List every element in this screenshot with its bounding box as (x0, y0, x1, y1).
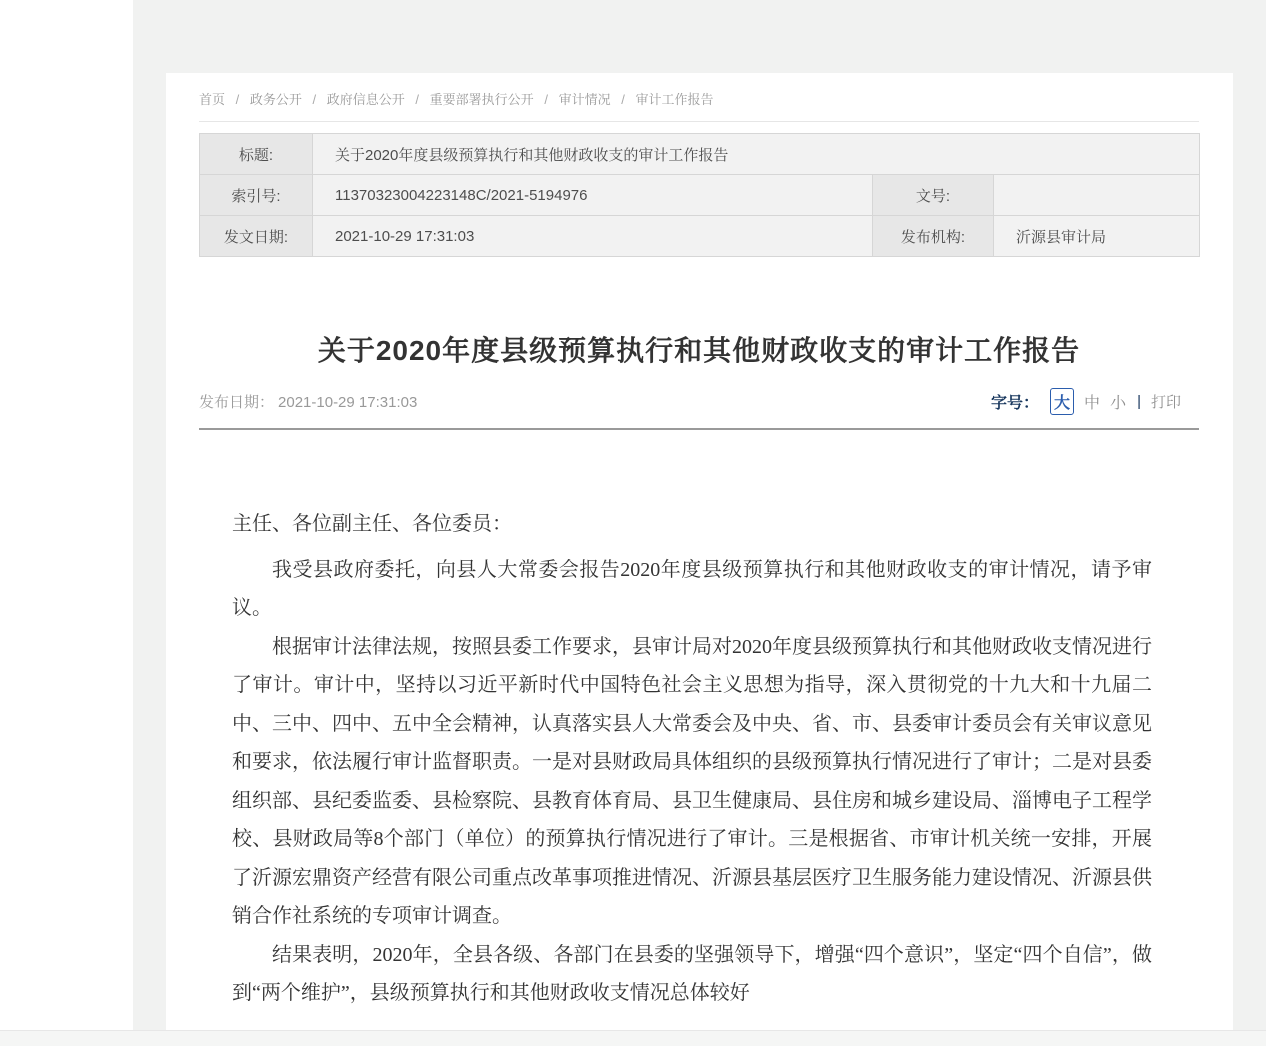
article-paragraph: 结果表明，2020年，全县各级、各部门在县委的坚强领导下，增强“四个意识”，坚定“四个自信”，做到“两个维护”，县级预算执行和其他财政收支情况总体较好 (232, 943, 1152, 1004)
title-divider (199, 428, 1199, 430)
page-title: 关于2020年度县级预算执行和其他财政收支的审计工作报告 (317, 335, 1081, 366)
meta-row-title (200, 134, 1200, 175)
footer-strip (0, 1030, 1266, 1046)
meta-agency-value: 沂源县审计局 (994, 216, 1200, 257)
meta-title-value: 关于2020年度县级预算执行和其他财政收支的审计工作报告 (313, 134, 1200, 175)
breadcrumb-shenji-qingkuang[interactable]: 审计情况 (558, 92, 611, 107)
publish-date-value: 2021-10-29 17:31:03 (278, 394, 418, 411)
publish-date (199, 391, 421, 412)
article-paragraph: 我受县政府委托，向县人大常委会报告2020年度县级预算执行和其他财政收支的审计情况，请予审议。 (232, 558, 1152, 619)
font-size-label: 字号： (991, 395, 1040, 412)
breadcrumb-separator: / (415, 92, 420, 107)
breadcrumb-separator: / (312, 92, 317, 107)
font-size-controls (991, 388, 1181, 415)
article-paragraph: 根据审计法律法规，按照县委工作要求，县审计局对2020年度县级预算执行和其他财政收支情况进行了审计。审计中，坚持以习近平新时代中国特色社会主义思想为指导，深入贯彻党的十九大和十九届二中、三中、四中、五中全会精神，认真落实县人大常委会及中央、省、市、县委审计委员会有关审议意见和要求，依法履行审计监督职责。一是对县财政局具体组织的县级预算执行情况进行了审计；二是对县委组织部、县纪委监委、县检察院、县教育体育局、县卫生健康局、县住房和城乡建设局、淄博电子工程学校、县财政局等8个部门（单位）的预算执行情况进行了审计。三是根据省、市审计机关统一安排，开展了沂源宏鼎资产经营有限公司重点改革事项推进情况、沂源县基层医疗卫生服务能力建设情况、沂源县供销合作社系统的专项审计调查。 (232, 635, 1152, 927)
article-body (232, 505, 1152, 1013)
meta-table (199, 133, 1200, 257)
breadcrumb-separator: / (544, 92, 548, 107)
meta-index-value: 11370323004223148C/2021-5194976 (313, 175, 873, 216)
font-size-small-button[interactable]: 小 (1110, 390, 1126, 413)
article-paragraph: 主任、各位副主任、各位委员： (232, 513, 512, 535)
meta-docnum-label: 文号: (873, 175, 994, 216)
meta-title-label: 标题: (200, 134, 313, 175)
breadcrumb-zhengwu-gongkai[interactable]: 政务公开 (249, 92, 302, 107)
font-size-large-button[interactable]: 大 (1050, 388, 1074, 415)
controls-divider: | (1137, 393, 1141, 410)
breadcrumb (199, 88, 1199, 110)
font-size-medium-button[interactable]: 中 (1084, 390, 1100, 413)
breadcrumb-separator: / (235, 92, 240, 107)
breadcrumb-zhongyao-bushu[interactable]: 重要部署执行公开 (429, 92, 534, 107)
meta-row-date (200, 216, 1200, 257)
breadcrumb-home[interactable]: 首页 (199, 92, 226, 107)
article-meta-row (199, 388, 1199, 415)
meta-row-index (200, 175, 1200, 216)
breadcrumb-current-page: 审计工作报告 (635, 92, 714, 107)
meta-issuedate-label: 发文日期: (200, 216, 313, 257)
meta-agency-label: 发布机构: (873, 216, 994, 257)
meta-index-label: 索引号: (200, 175, 313, 216)
meta-docnum-value (994, 175, 1200, 216)
content-card (166, 73, 1233, 1046)
breadcrumb-zhengfu-xinxi-gongkai[interactable]: 政府信息公开 (326, 92, 405, 107)
publish-date-label: 发布日期： (199, 394, 275, 411)
print-button[interactable]: 打印 (1151, 391, 1181, 412)
breadcrumb-divider (199, 121, 1199, 122)
breadcrumb-separator: / (621, 92, 625, 107)
meta-issuedate-value: 2021-10-29 17:31:03 (313, 216, 873, 257)
